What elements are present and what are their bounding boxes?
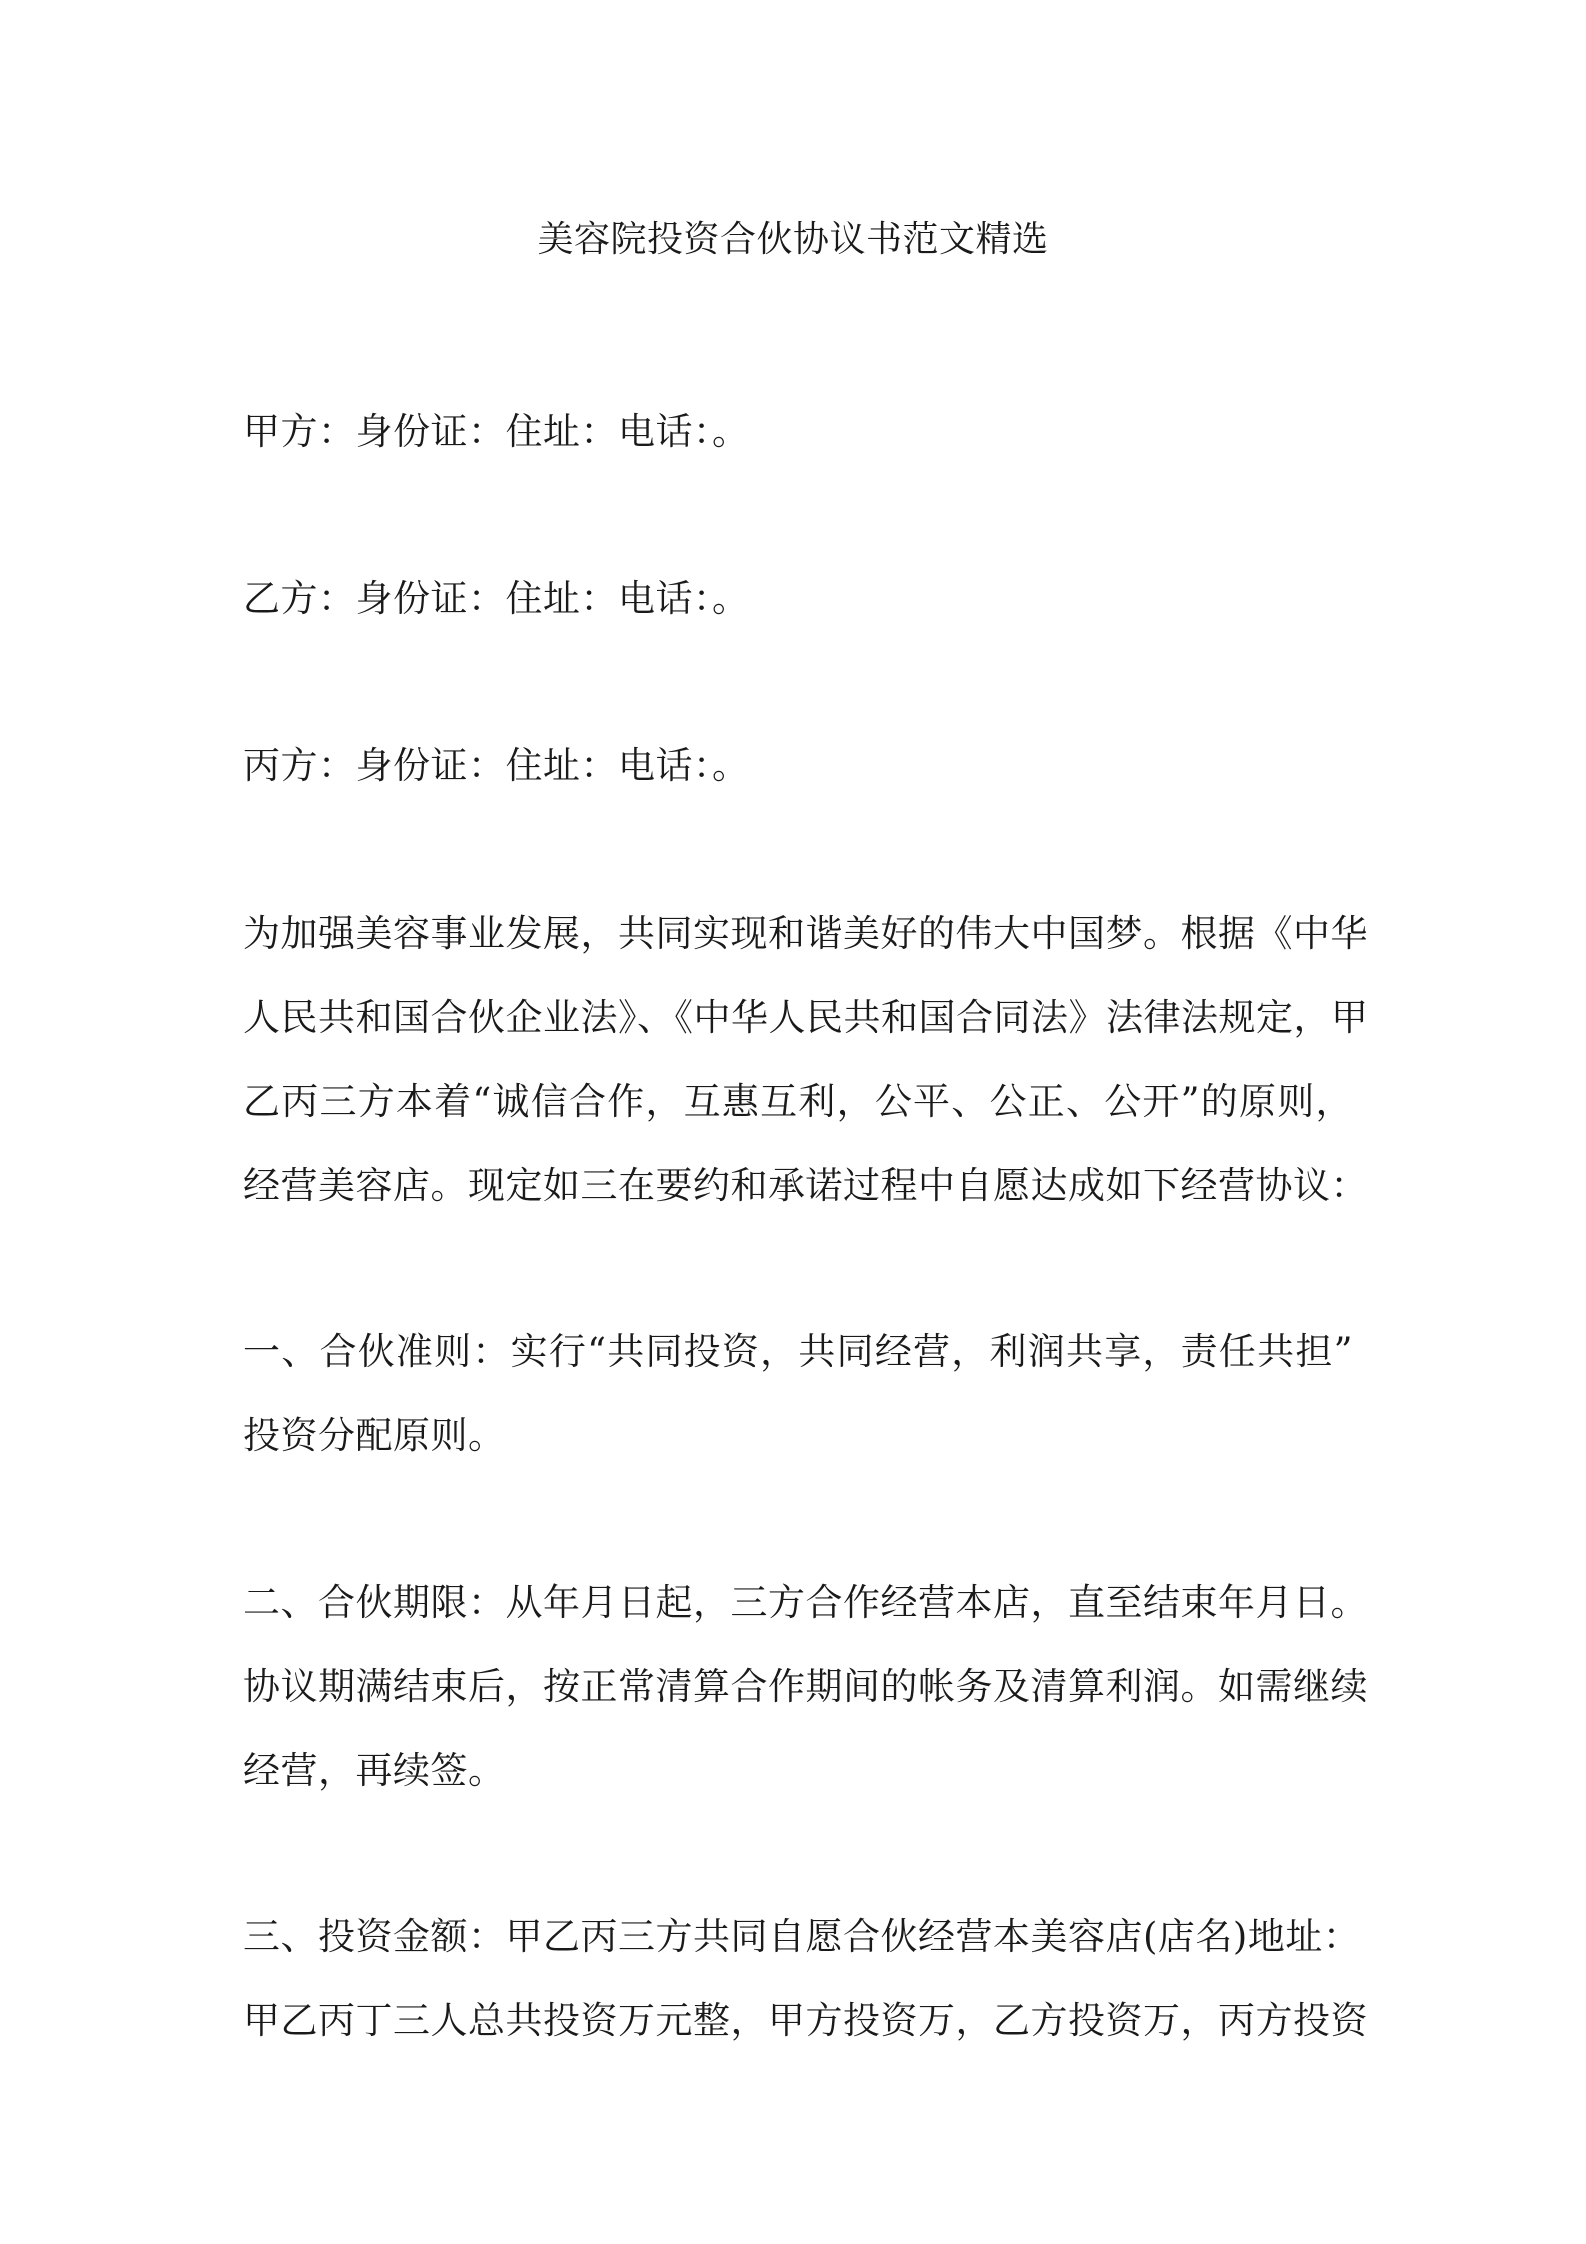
party-c-line: [243, 724, 1353, 808]
text-line: 三、投资金额：甲乙丙三方共同自愿合伙经营本美容店(店名)地址：: [243, 1915, 1361, 1958]
text-line: 丙方：身份证：住址：电话：。: [243, 744, 750, 787]
text-line: 二、合伙期限：从年月日起，三方合作经营本店，直至结束年月日。: [243, 1581, 1368, 1624]
intro-paragraph: [243, 892, 1369, 1228]
text-line: 投资分配原则。: [243, 1414, 506, 1457]
text-line: 甲方：身份证：住址：电话：。: [243, 410, 750, 453]
text-line: 乙方：身份证：住址：电话：。: [243, 577, 750, 620]
text-line: 经营美容店。现定如三在要约和承诺过程中自愿达成如下经营协议：: [243, 1164, 1368, 1207]
text-line: 甲乙丙丁三人总共投资万元整，甲方投资万，乙方投资万，丙方投资: [243, 1999, 1368, 2042]
text-line: 人民共和国合伙企业法》、《中华人民共和国合同法》法律法规定，甲: [243, 996, 1369, 1039]
text-line: 乙丙三方本着“诚信合作，互惠互利，公平、公正、公开”的原则，: [243, 1080, 1353, 1123]
text-line: 协议期满结束后，按正常清算合作期间的帐务及清算利润。如需继续: [243, 1665, 1368, 1708]
text-line: 一、合伙准则：实行“共同投资，共同经营，利润共享，责任共担”: [243, 1330, 1353, 1373]
section-2-paragraph: [243, 1561, 1368, 1813]
section-1-paragraph: [243, 1310, 1353, 1478]
text-line: 为加强美容事业发展，共同实现和谐美好的伟大中国梦。根据《中华: [243, 912, 1368, 955]
text-line: 经营，再续签。: [243, 1749, 506, 1792]
section-3-paragraph: [243, 1895, 1368, 2063]
party-b-line: [243, 557, 1353, 641]
document-title: 美容院投资合伙协议书范文精选: [537, 219, 1049, 260]
party-a-line: [243, 390, 1353, 474]
